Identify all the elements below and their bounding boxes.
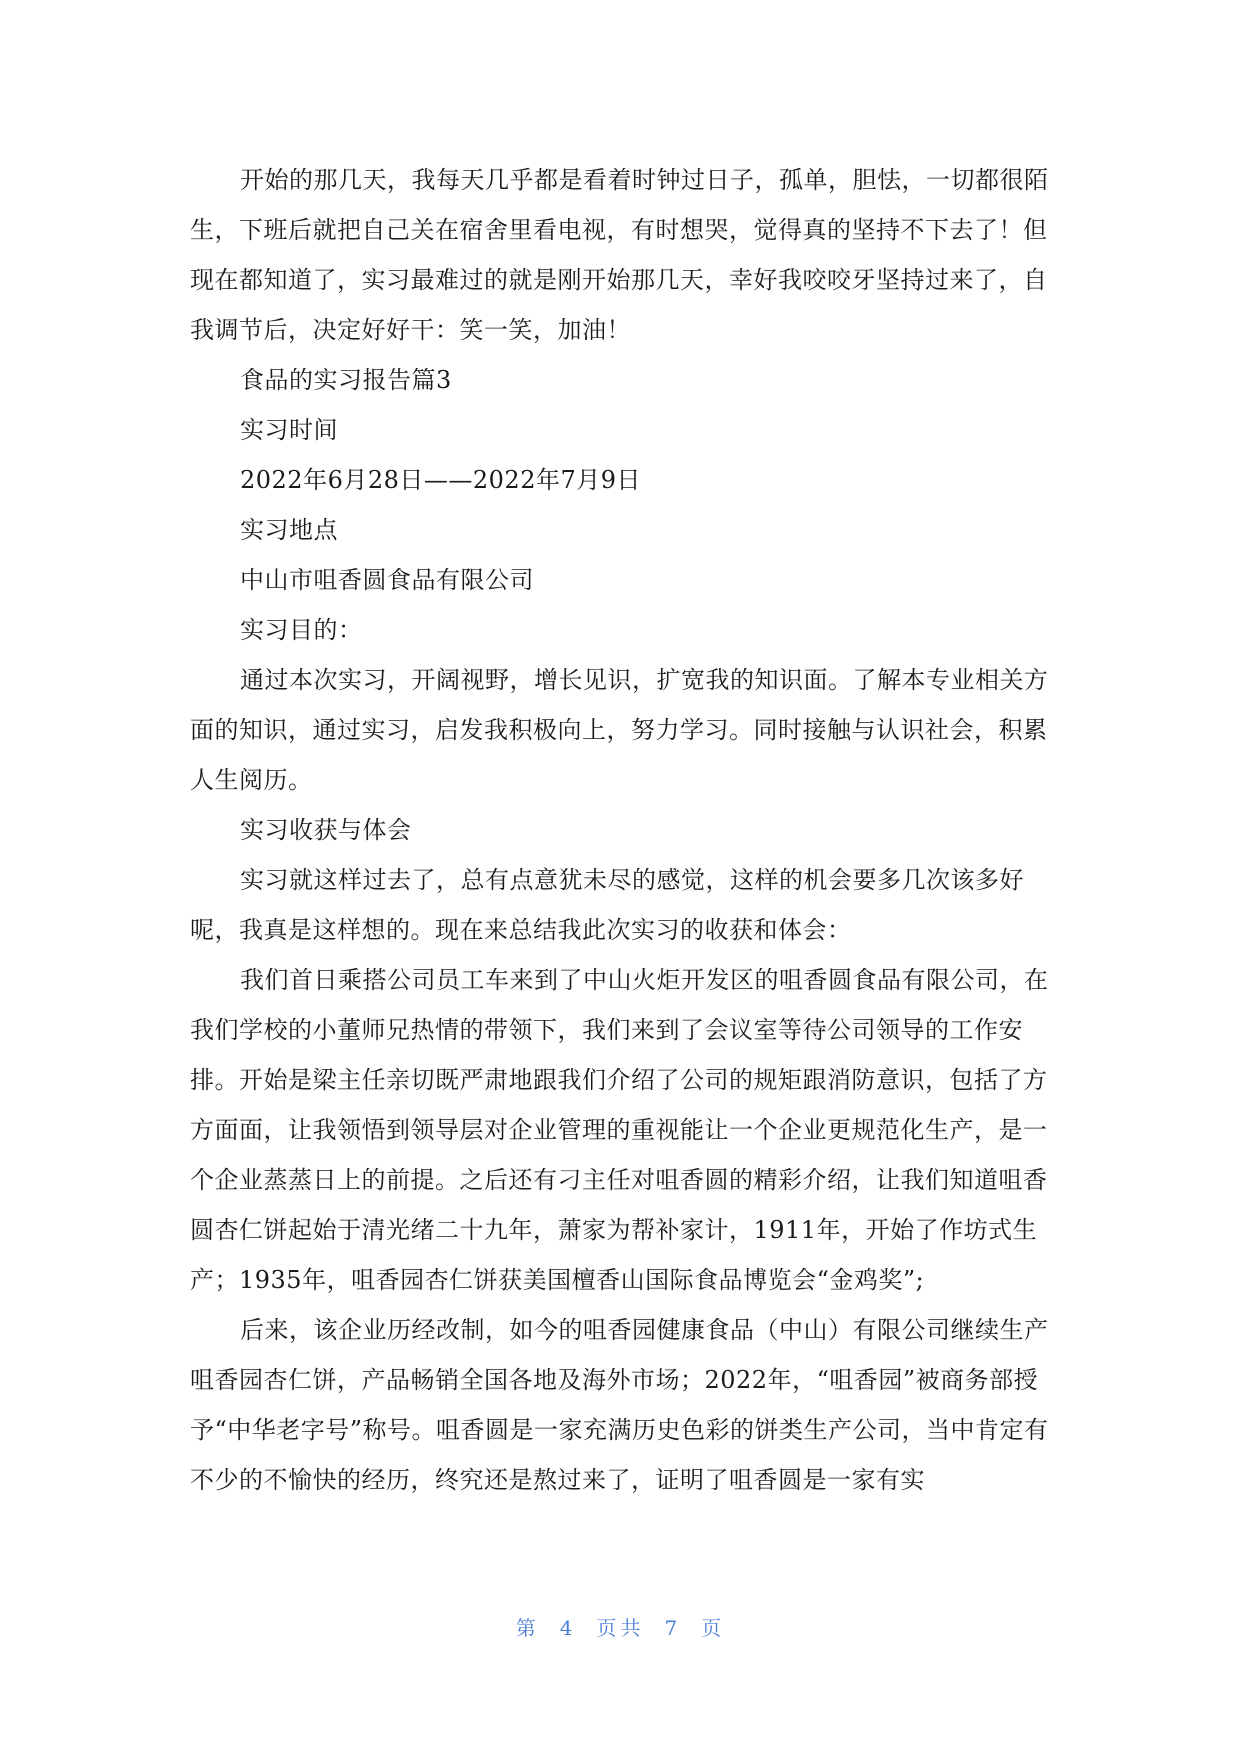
paragraph-purpose: 通过本次实习，开阔视野，增长见识，扩宽我的知识面。了解本专业相关方面的知识，通过实习，启发我积极向上，努力学习。同时接触与认识社会，积累人生阅历。 [190,666,1049,794]
label-internship-location: 实习地点 [240,516,338,544]
label-internship-gains: 实习收获与体会 [240,816,412,844]
footer-suffix: 页 [701,1616,726,1640]
footer-current-page: 4 [559,1616,577,1640]
footer-total-pages: 7 [664,1616,682,1640]
section-heading-report-3: 食品的实习报告篇3 [240,366,452,394]
paragraph-intro-feelings: 开始的那几天，我每天几乎都是看着时钟过日子，孤单，胆怯，一切都很陌生，下班后就把自己关在宿舍里看电视，有时想哭，觉得真的坚持不下去了！但现在都知道了，实习最难过的就是刚开始那几天，幸好我咬咬牙坚持过来了，自我调节后，决定好好干：笑一笑，加油！ [190,166,1049,344]
paragraph-first-day: 我们首日乘搭公司员工车来到了中山火炬开发区的咀香圆食品有限公司，在我们学校的小董师兄热情的带领下，我们来到了会议室等待公司领导的工作安排。开始是梁主任亲切既严肃地跟我们介绍了公司的规矩跟消防意识，包括了方方面面，让我领悟到领导层对企业管理的重视能让一个企业更规范化生产，是一个企业蒸蒸日上的前提。之后还有刁主任对咀香圆的精彩介绍，让我们知道咀香圆杏仁饼起始于清光绪二十九年，萧家为帮补家计，1911年，开始了作坊式生产；1935年，咀香园杏仁饼获美国檀香山国际食品博览会“金鸡奖”; [190,966,1049,1294]
paragraph-company-history: 后来，该企业历经改制，如今的咀香园健康食品（中山）有限公司继续生产咀香园杏仁饼，产品畅销全国各地及海外市场；2022年，“咀香园”被商务部授予“中华老字号”称号。咀香圆是一家充满历史色彩的饼类生产公司，当中肯定有不少的不愉快的经历，终究还是熬过来了，证明了咀香圆是一家有实 [190,1316,1049,1494]
footer-middle: 页共 [596,1616,645,1640]
label-internship-purpose: 实习目的： [240,616,363,644]
paragraph-summary-intro: 实习就这样过去了，总有点意犹未尽的感觉，这样的机会要多几次该多好呢，我真是这样想的。现在来总结我此次实习的收获和体会： [190,866,1024,944]
footer-prefix: 第 [515,1616,540,1640]
internship-date-range: 2022年6月28日——2022年7月9日 [240,466,642,494]
label-internship-time: 实习时间 [240,416,338,444]
document-body [190,155,1050,1505]
page-footer [0,1612,1241,1641]
internship-company: 中山市咀香圆食品有限公司 [240,566,534,594]
